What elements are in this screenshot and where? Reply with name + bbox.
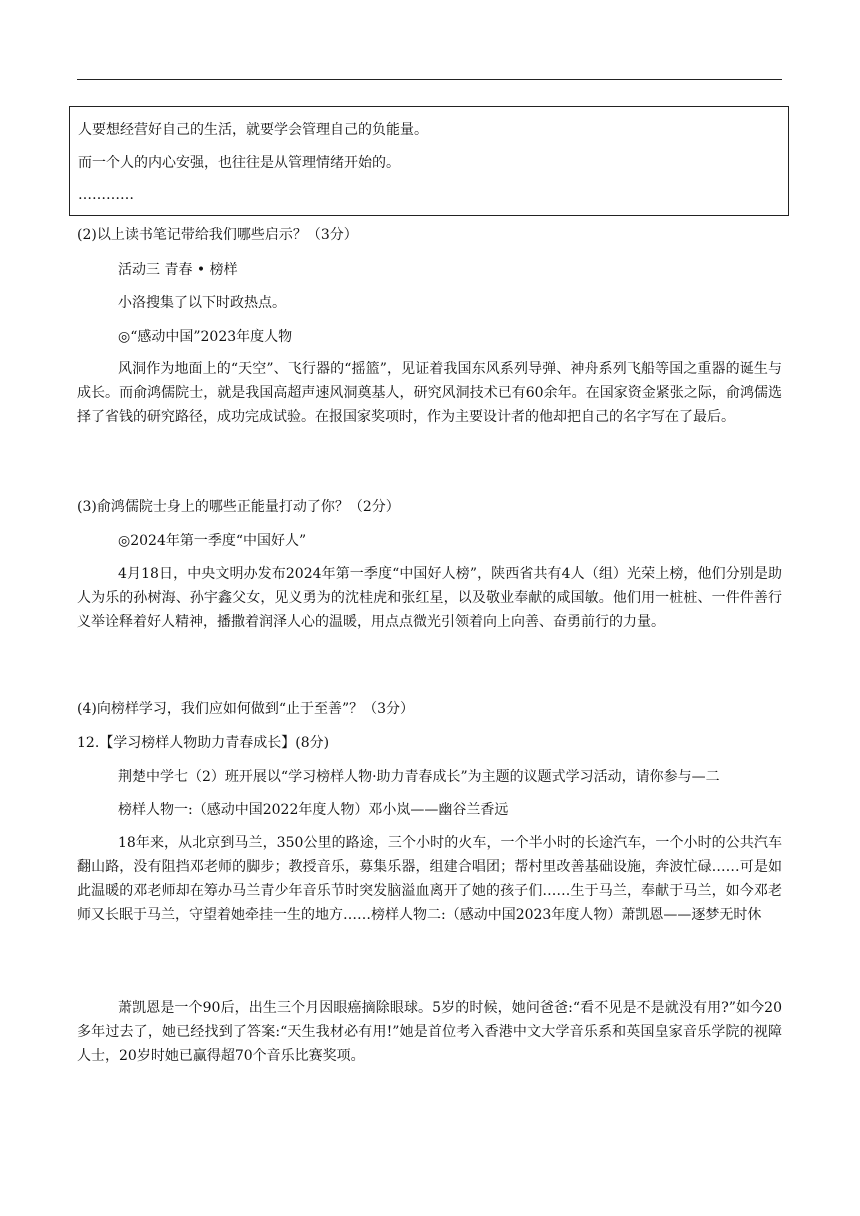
reading-notes-box <box>69 106 789 216</box>
hot-topic-2-title: ◎2024年第一季度“中国好人” <box>118 533 307 549</box>
hot-topic-1-title: ◎“感动中国”2023年度人物 <box>118 329 293 345</box>
model-1-paragraph: 18年来，从北京到马兰，350公里的路途，三个小时的火车，一个半小时的长途汽车，一个小时的公共汽车翻山路，没有阻挡邓老师的脚步；教授音乐，募集乐器，组建合唱团；帮村里改善基础设施，奔波忙碌……可是如此温暖的邓老师却在筹办马兰青少年音乐节时突发脑溢血离开了她的孩子们……生于马兰，奉献于马兰，如今邓老师又长眠于马兰，守望着她牵挂一生的地方……榜样人物二:（感动中国2023年度人物）萧凯恩——逐梦无时休 <box>77 835 782 923</box>
question-12-intro: 荆楚中学七（2）班开展以“学习榜样人物·助力青春成长”为主题的议题式学习活动，请你参与—二 <box>118 769 720 785</box>
question-2: (2)以上读书笔记带给我们哪些启示？（3分） <box>77 227 358 243</box>
notes-line-1: 人要想经营好自己的生活，就要学会管理自己的负能量。 <box>78 122 428 138</box>
question-4: (4)向榜样学习，我们应如何做到“止于至善”？（3分） <box>77 701 415 717</box>
notes-ellipsis: ………… <box>78 187 134 203</box>
notes-line-2: 而一个人的内心安强，也往往是从管理情绪开始的。 <box>78 155 400 171</box>
question-3: (3)俞鸿儒院士身上的哪些正能量打动了你？（2分） <box>77 499 400 515</box>
activity-3-title: 活动三 青春 • 榜样 <box>118 262 238 278</box>
header-rule <box>77 79 782 80</box>
activity-3-intro: 小洛搜集了以下时政热点。 <box>118 295 286 311</box>
model-1-title: 榜样人物一:（感动中国2022年度人物）邓小岚——幽谷兰香远 <box>118 802 509 818</box>
hot-topic-1-paragraph: 风洞作为地面上的“天空”、飞行器的“摇篮”，见证着我国东风系列导弹、神舟系列飞船等国之重器的诞生与成长。而俞鸿儒院士，就是我国高超声速风洞奠基人，研究风洞技术已有60余年。在国家资金紧张之际，俞鸿儒选择了省钱的研究路径，成功完成试验。在报国家奖项时，作为主要设计者的他却把自己的名字写在了最后。 <box>77 361 782 425</box>
hot-topic-2-paragraph: 4月18日，中央文明办发布2024年第一季度“中国好人榜”，陕西省共有4人（组）光荣上榜，他们分别是助人为乐的孙树海、孙宇鑫父女，见义勇为的沈桂虎和张红星，以及敬业奉献的咸国敏。他们用一桩桩、一件件善行义举诠释着好人精神，播撒着润泽人心的温暖，用点点微光引领着向上向善、奋勇前行的力量。 <box>77 566 782 630</box>
question-12: 12.【学习榜样人物助力青春成长】(8分) <box>77 735 330 751</box>
model-2-paragraph: 萧凯恩是一个90后，出生三个月因眼癌摘除眼球。5岁的时候，她问爸爸:“看不见是不是就没有用?”如今20多年过去了，她已经找到了答案:“天生我材必有用!”她是首位考入香港中文大学音乐系和英国皇家音乐学院的视障人士，20岁时她已赢得超70个音乐比赛奖项。 <box>77 1000 782 1064</box>
